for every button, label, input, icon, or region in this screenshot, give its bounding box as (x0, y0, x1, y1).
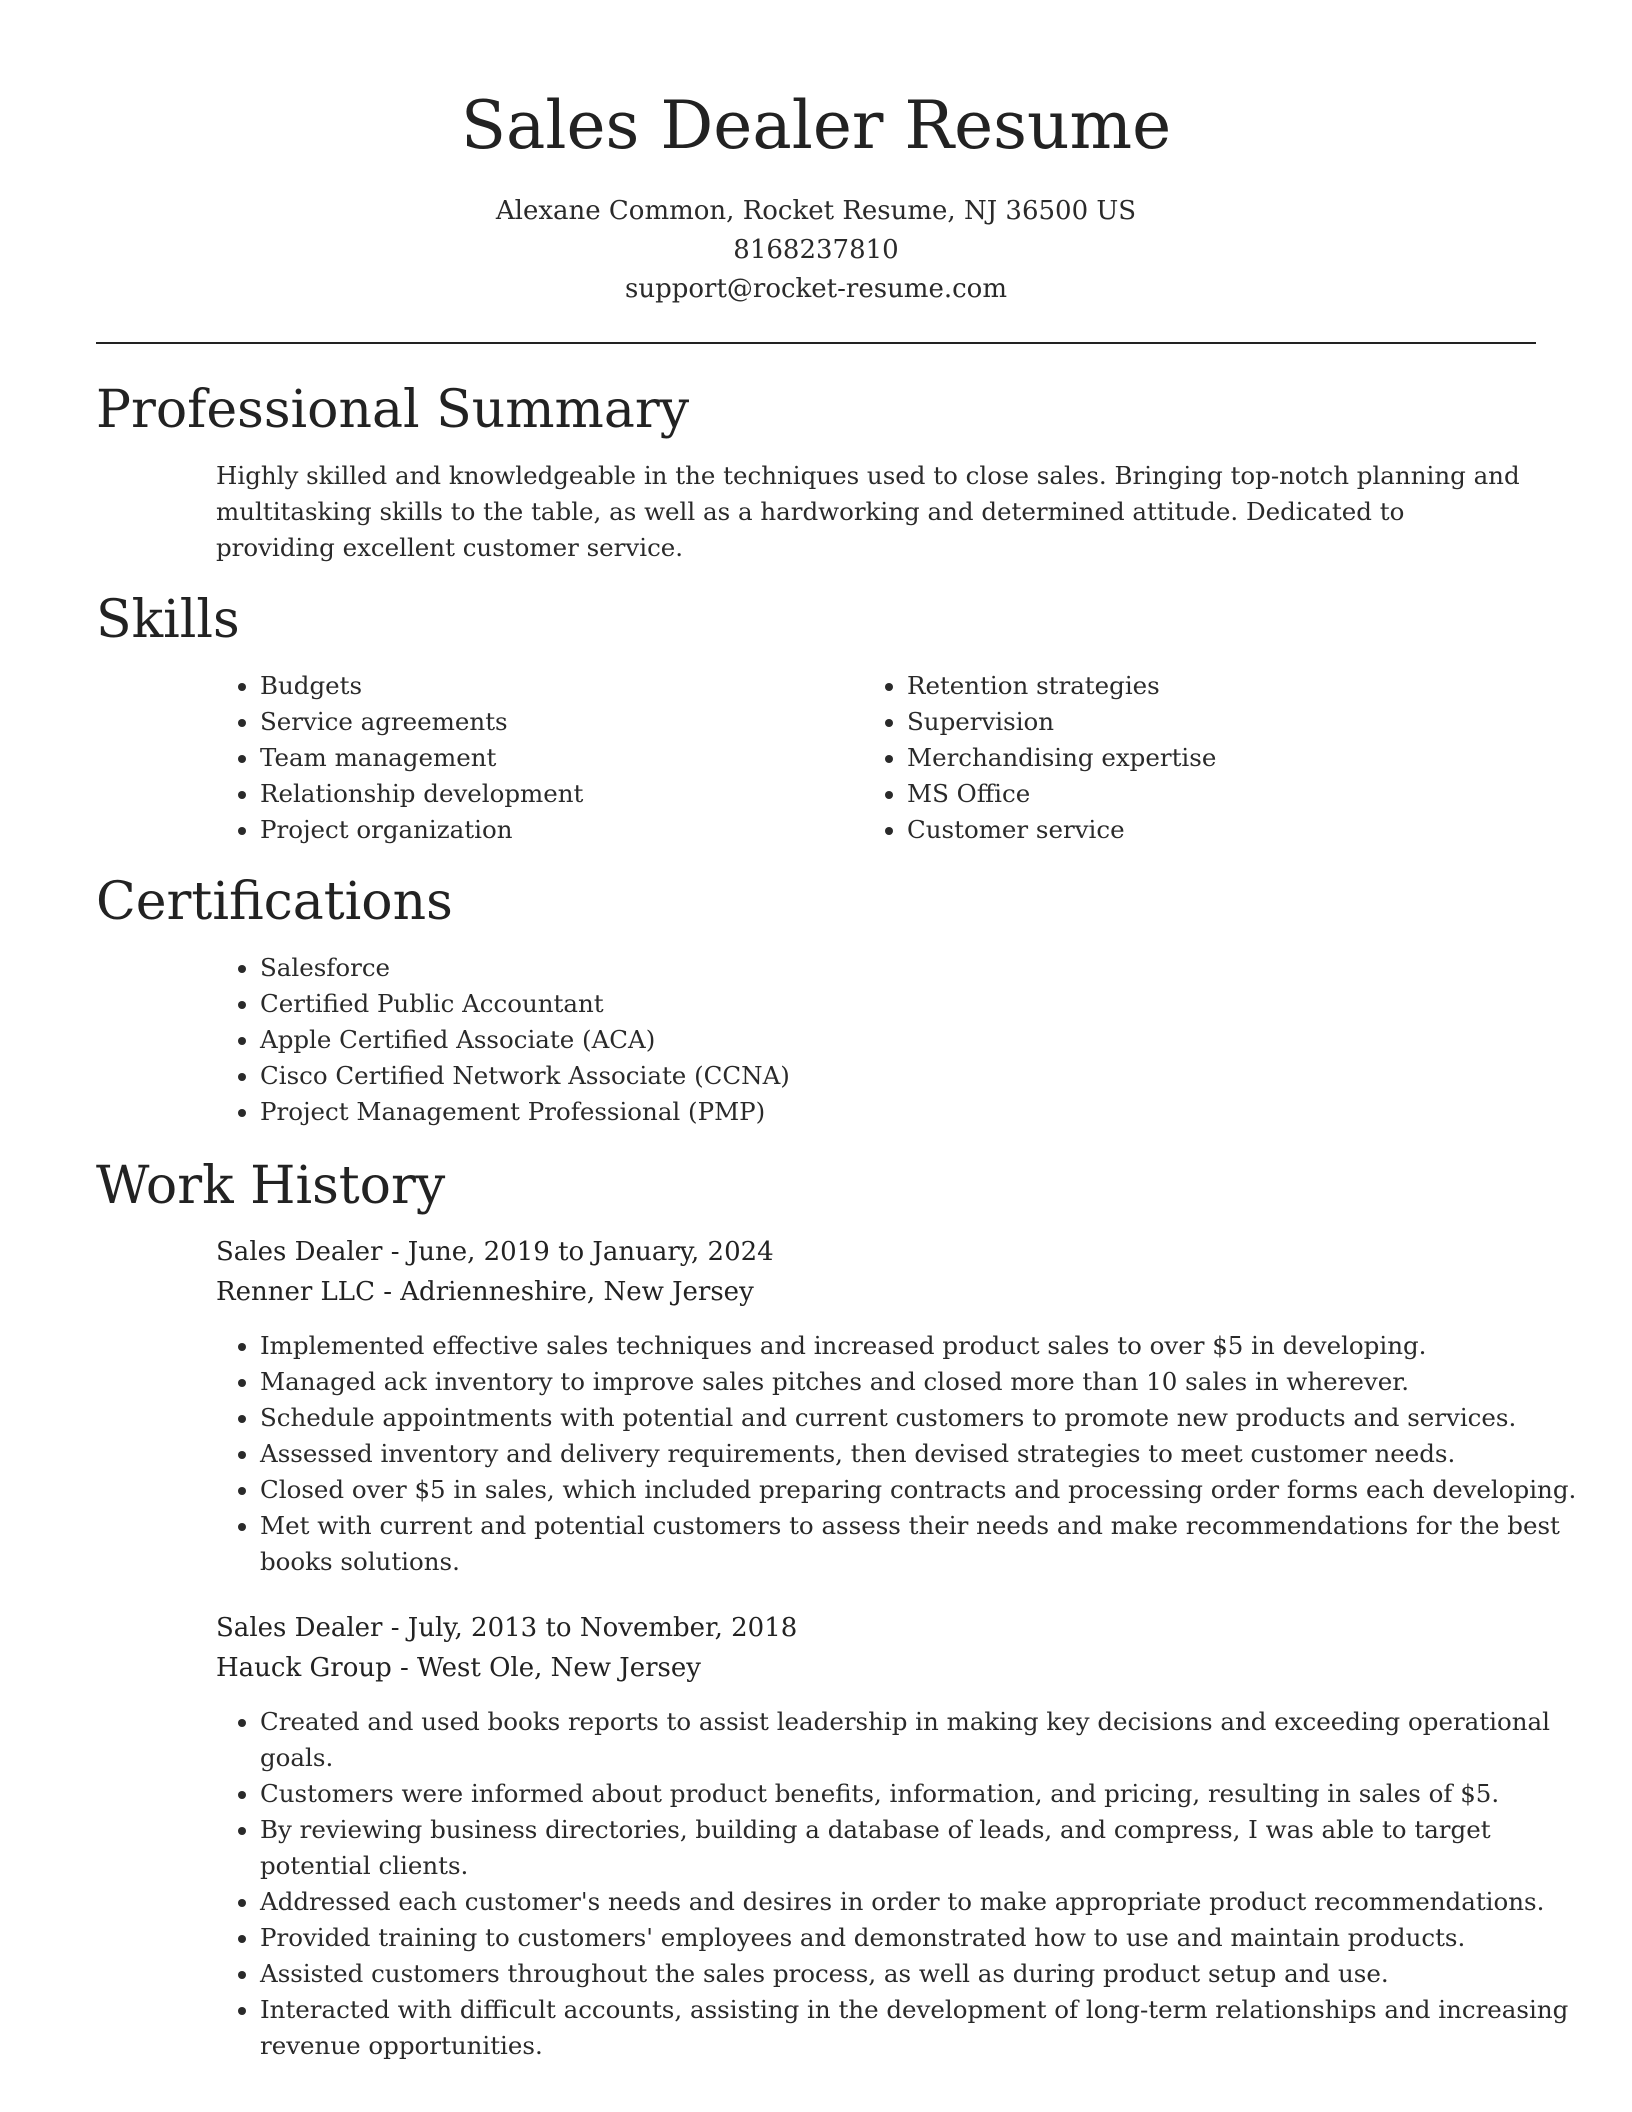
certification-item: • Salesforce (260, 950, 1560, 986)
skill-item: • Team management (260, 740, 860, 776)
job-title-line: Sales Dealer - June, 2019 to January, 2024 (216, 1237, 774, 1267)
skill-item: • Budgets (260, 668, 860, 704)
skill-item: • Merchandising expertise (907, 740, 1547, 776)
job-company-line: Hauck Group - West Ole, New Jersey (216, 1653, 701, 1683)
job-duty: • Implemented effective sales techniques and increased product sales to over $5 in developing. (260, 1328, 1580, 1364)
job-duty: • Schedule appointments with potential and current customers to promote new products and services. (260, 1400, 1580, 1436)
job-duty: • Met with current and potential customers to assess their needs and make recommendations for the best books solutions. (260, 1508, 1580, 1580)
skills-heading: Skills (96, 590, 240, 650)
job-duty: • Managed ack inventory to improve sales pitches and closed more than 10 sales in wherever. (260, 1364, 1580, 1400)
job-duty: • Provided training to customers' employees and demonstrated how to use and maintain products. (260, 1920, 1580, 1956)
certifications-list (216, 950, 1560, 1130)
job-duties-list (216, 1704, 1580, 2064)
job-duties-list (216, 1328, 1580, 1580)
job-duty: • Interacted with difficult accounts, assisting in the development of long-term relationships and increasing revenue opportunities. (260, 1992, 1580, 2064)
contact-block (96, 192, 1536, 309)
certifications-heading: Certifications (96, 872, 453, 932)
skill-item: • Relationship development (260, 776, 860, 812)
job-duty: • Assessed inventory and delivery requirements, then devised strategies to meet customer needs. (260, 1436, 1580, 1472)
certification-item: • Certified Public Accountant (260, 986, 1560, 1022)
job-duty: • Customers were informed about product benefits, information, and pricing, resulting in sales of $5. (260, 1776, 1580, 1812)
job-company-line: Renner LLC - Adrienneshire, New Jersey (216, 1277, 754, 1307)
summary-heading: Professional Summary (96, 380, 690, 440)
job-duty: • Created and used books reports to assist leadership in making key decisions and exceeding operational goals. (260, 1704, 1580, 1776)
skill-item: • Customer service (907, 812, 1547, 848)
skill-item: • MS Office (907, 776, 1547, 812)
header-divider (96, 342, 1536, 344)
job-duty: • Addressed each customer's needs and desires in order to make appropriate product recommendations. (260, 1884, 1580, 1920)
skill-item: • Project organization (260, 812, 860, 848)
contact-phone: 8168237810 (733, 235, 899, 265)
contact-email: support@rocket-resume.com (624, 274, 1007, 304)
resume-title: Sales Dealer Resume (460, 87, 1172, 164)
skill-item: • Retention strategies (907, 668, 1547, 704)
certification-item: • Cisco Certified Network Associate (CCNA) (260, 1058, 1560, 1094)
work-history-heading: Work History (96, 1156, 446, 1216)
job-duty: • By reviewing business directories, building a database of leads, and compress, I was able to target potential clients. (260, 1812, 1580, 1884)
certification-item: • Project Management Professional (PMP) (260, 1094, 1560, 1130)
job-duty: • Assisted customers throughout the sales process, as well as during product setup and use. (260, 1956, 1580, 1992)
skills-list-right (863, 668, 1547, 848)
job-title-line: Sales Dealer - July, 2013 to November, 2018 (216, 1613, 798, 1643)
certification-item: • Apple Certified Associate (ACA) (260, 1022, 1560, 1058)
contact-address: Alexane Common, Rocket Resume, NJ 36500 US (495, 196, 1137, 226)
summary-text: Highly skilled and knowledgeable in the techniques used to close sales. Bringing top-notch planning and multitasking skills to the table, as well as a hardworking and determined attitude. Dedicated to providing excellent customer service. (216, 461, 1520, 562)
skill-item: • Supervision (907, 704, 1547, 740)
skills-list-left (216, 668, 860, 848)
skill-item: • Service agreements (260, 704, 860, 740)
job-duty: • Closed over $5 in sales, which included preparing contracts and processing order forms each developing. (260, 1472, 1580, 1508)
